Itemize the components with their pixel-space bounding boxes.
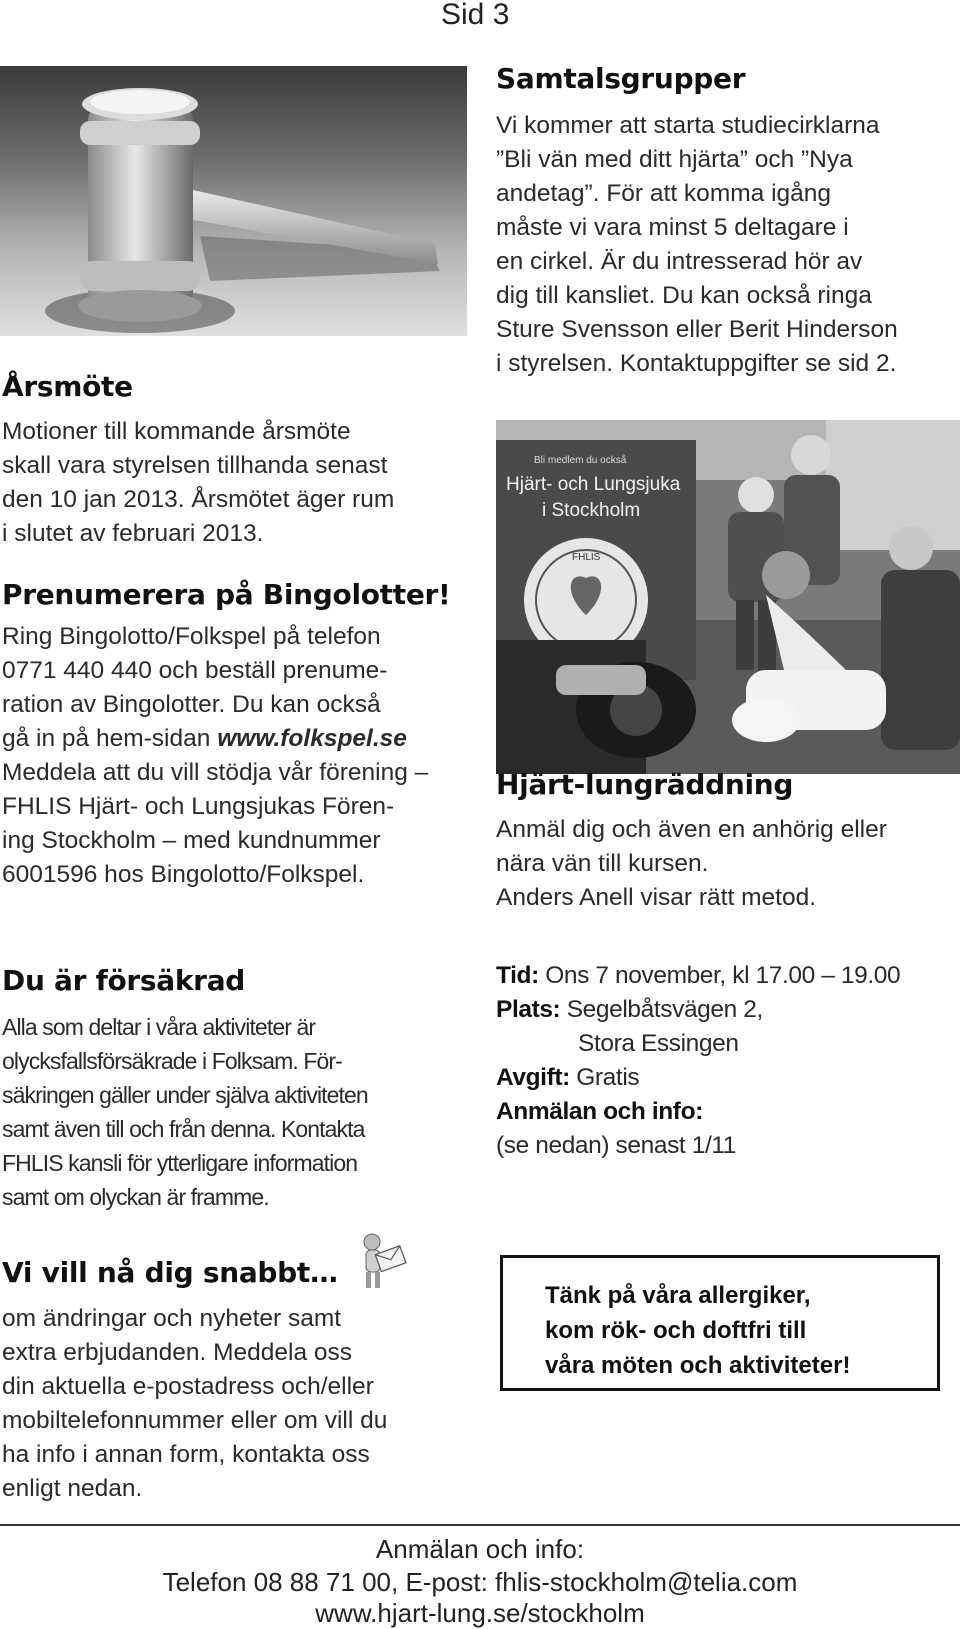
plats-row — [496, 993, 960, 1027]
footer-contact: Telefon 08 88 71 00, E-post: fhlis-stockholm@telia.com — [162, 1567, 798, 1597]
samtalsgrupper-text — [496, 109, 960, 381]
hjart-lung-line: nära vän till kursen. — [496, 850, 709, 877]
sign-logo-text: FHLIS — [572, 552, 601, 563]
tid-label: Tid: — [496, 962, 539, 989]
bingo-link-prefix: gå in på hem-sidan — [2, 725, 218, 752]
snabbt-line: enligt nedan. — [2, 1475, 143, 1502]
allergy-notice-text — [545, 1278, 850, 1383]
samtalsgrupper-line: Sture Svensson eller Berit Hinderson — [496, 316, 898, 343]
allergy-notice-box — [500, 1255, 940, 1391]
avgift-label: Avgift: — [496, 1064, 570, 1091]
forsakrad-line: samt även till och från denna. Kontakta — [2, 1116, 365, 1142]
hjart-lung-title: Hjärt-lungräddning — [496, 768, 794, 801]
snabbt-line: mobiltelefonnummer eller om vill du — [2, 1407, 388, 1434]
gavel-photo — [0, 66, 467, 336]
arsmote-text — [2, 415, 462, 551]
forsakrad-line: Alla som deltar i våra aktiviteter är — [2, 1014, 316, 1040]
avgift-value: Gratis — [569, 1064, 640, 1091]
samtalsgrupper-line: andetag”. För att komma igång — [496, 180, 832, 207]
anmalan-value: (se nedan) senast 1/11 — [496, 1132, 736, 1159]
snabbt-line: extra erbjudanden. Meddela oss — [2, 1339, 353, 1366]
sign-line1: Hjärt- och Lungsjuka — [506, 474, 681, 495]
allergy-line: Tänk på våra allergiker, — [545, 1282, 811, 1309]
forsakrad-line: samt om olyckan är framme. — [2, 1184, 269, 1210]
plats-value-2: Stora Essingen — [578, 1030, 739, 1057]
snabbt-line: ha info i annan form, kontakta oss — [2, 1441, 370, 1468]
avgift-row — [496, 1061, 960, 1095]
bingo-line: ration av Bingolotter. Du kan också — [2, 691, 381, 718]
snabbt-line: om ändringar och nyheter samt — [2, 1305, 342, 1332]
samtalsgrupper-line: en cirkel. Är du intresserad hör av — [496, 248, 863, 275]
hjart-lung-line: Anders Anell visar rätt metod. — [496, 884, 817, 911]
samtalsgrupper-line: måste vi vara minst 5 deltagare i — [496, 214, 849, 241]
samtalsgrupper-title: Samtalsgrupper — [496, 62, 746, 95]
sign-line2: i Stockholm — [542, 500, 641, 521]
samtalsgrupper-line: Vi kommer att starta studiecirklarna — [496, 112, 880, 139]
arsmote-title: Årsmöte — [2, 370, 133, 403]
forsakrad-title: Du är försäkrad — [2, 964, 246, 997]
forsakrad-line: säkringen gäller under själva aktiviteten — [2, 1082, 368, 1108]
arsmote-line: skall vara styrelsen tillhanda senast — [2, 452, 388, 479]
bingo-link-line — [2, 722, 472, 756]
snabbt-title: Vi vill nå dig snabbt… — [2, 1256, 338, 1289]
snabbt-text — [2, 1302, 472, 1506]
bingo-line: Meddela att du vill stödja vår förening – — [2, 759, 429, 786]
allergy-line: våra möten och aktiviteter! — [545, 1352, 851, 1379]
samtalsgrupper-line: i styrelsen. Kontaktuppgifter se sid 2. — [496, 350, 897, 377]
snabbt-line: din aktuella e-postadress och/eller — [2, 1373, 374, 1400]
cpr-illustration — [496, 420, 960, 774]
cpr-training-photo — [496, 420, 960, 774]
bingo-line: Ring Bingolotto/Folkspel på telefon — [2, 623, 381, 650]
mail-messenger-icon — [356, 1232, 408, 1290]
page-number: Sid 3 — [441, 0, 510, 31]
footer-divider — [0, 1524, 960, 1526]
tid-value: Ons 7 november, kl 17.00 – 19.00 — [538, 962, 901, 989]
bingo-title: Prenumerera på Bingolotter! — [2, 578, 451, 611]
anmalan-label: Anmälan och info: — [496, 1098, 703, 1125]
forsakrad-line: olycksfallsförsäkrade i Folksam. För- — [2, 1048, 342, 1074]
forsakrad-text — [2, 1010, 472, 1214]
bingo-text — [2, 620, 472, 892]
bingo-line: FHLIS Hjärt- och Lungsjukas Fören- — [2, 793, 395, 820]
sign-header: Bli medlem du också — [534, 455, 627, 466]
samtalsgrupper-line: dig till kansliet. Du kan också ringa — [496, 282, 872, 309]
bingo-line: ing Stockholm – med kundnummer — [2, 827, 381, 854]
bingo-line: 6001596 hos Bingolotto/Folkspel. — [2, 861, 365, 888]
allergy-line: kom rök- och doftfri till — [545, 1317, 807, 1344]
folkspel-link[interactable]: www.folkspel.se — [217, 725, 407, 752]
footer-heading: Anmälan och info: — [375, 1534, 585, 1564]
footer-website[interactable]: www.hjart-lung.se/stockholm — [315, 1598, 645, 1628]
samtalsgrupper-line: ”Bli vän med ditt hjärta” och ”Nya — [496, 146, 853, 173]
plats-label: Plats: — [496, 996, 561, 1023]
gavel-illustration — [0, 66, 467, 336]
plats-value: Segelbåtsvägen 2, — [560, 996, 763, 1023]
forsakrad-line: FHLIS kansli för ytterligare information — [2, 1150, 358, 1176]
tid-row — [496, 959, 960, 993]
arsmote-line: Motioner till kommande årsmöte — [2, 418, 351, 445]
bingo-line: 0771 440 440 och beställ prenume- — [2, 657, 388, 684]
arsmote-line: den 10 jan 2013. Årsmötet äger rum — [2, 486, 395, 513]
hjart-lung-text — [496, 813, 960, 915]
course-details — [496, 959, 960, 1163]
arsmote-line: i slutet av februari 2013. — [2, 520, 264, 547]
hjart-lung-line: Anmäl dig och även en anhörig eller — [496, 816, 887, 843]
